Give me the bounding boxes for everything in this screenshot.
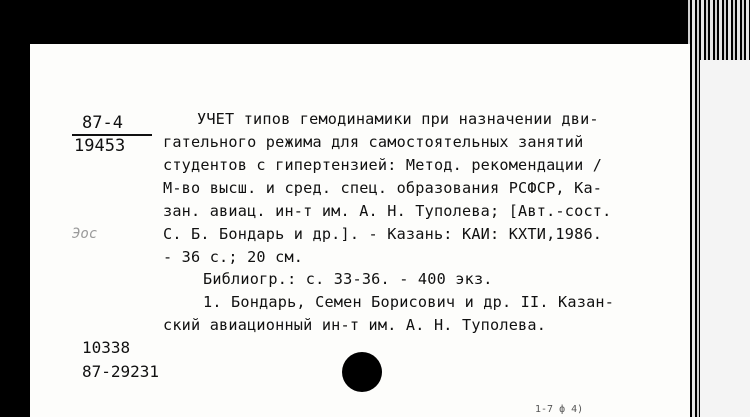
record-line: 1. Бондарь, Семен Борисович и др. II. Казан- bbox=[203, 293, 615, 311]
record-line: студентов с гипертензией: Метод. рекомендации / bbox=[163, 156, 603, 174]
scan-edge-paper bbox=[700, 60, 750, 417]
inventory-number: 87-29231 bbox=[82, 362, 160, 381]
record-line: ский авиационный ин-т им. А. Н. Туполева. bbox=[163, 316, 547, 334]
punch-hole bbox=[342, 352, 382, 392]
pencil-annotation: Эос bbox=[72, 226, 98, 242]
record-line: Библиогр.: с. 33-36. - 400 экз. bbox=[203, 270, 493, 288]
scan-border-left bbox=[0, 0, 30, 417]
record-line: УЧЕТ типов гемодинамики при назначении дви- bbox=[197, 110, 599, 128]
call-number-bottom: 19453 bbox=[74, 136, 126, 156]
record-line: М-во высш. и сред. спец. образования РСФСР, Ка- bbox=[163, 179, 603, 197]
call-number-top: 87-4 bbox=[82, 113, 123, 133]
corner-mark: 1-7 ф 4) bbox=[535, 404, 584, 415]
record-line: С. Б. Бондарь и др.]. - Казань: КАИ: КХТИ,1986. bbox=[163, 225, 603, 243]
inventory-number: 10338 bbox=[82, 338, 131, 357]
record-line: - 36 с.; 20 см. bbox=[163, 248, 304, 266]
record-line: зан. авиац. ин-т им. А. Н. Туполева; [Авт.-сост. bbox=[163, 202, 612, 220]
record-line: гательного режима для самостоятельных занятий bbox=[163, 133, 584, 151]
